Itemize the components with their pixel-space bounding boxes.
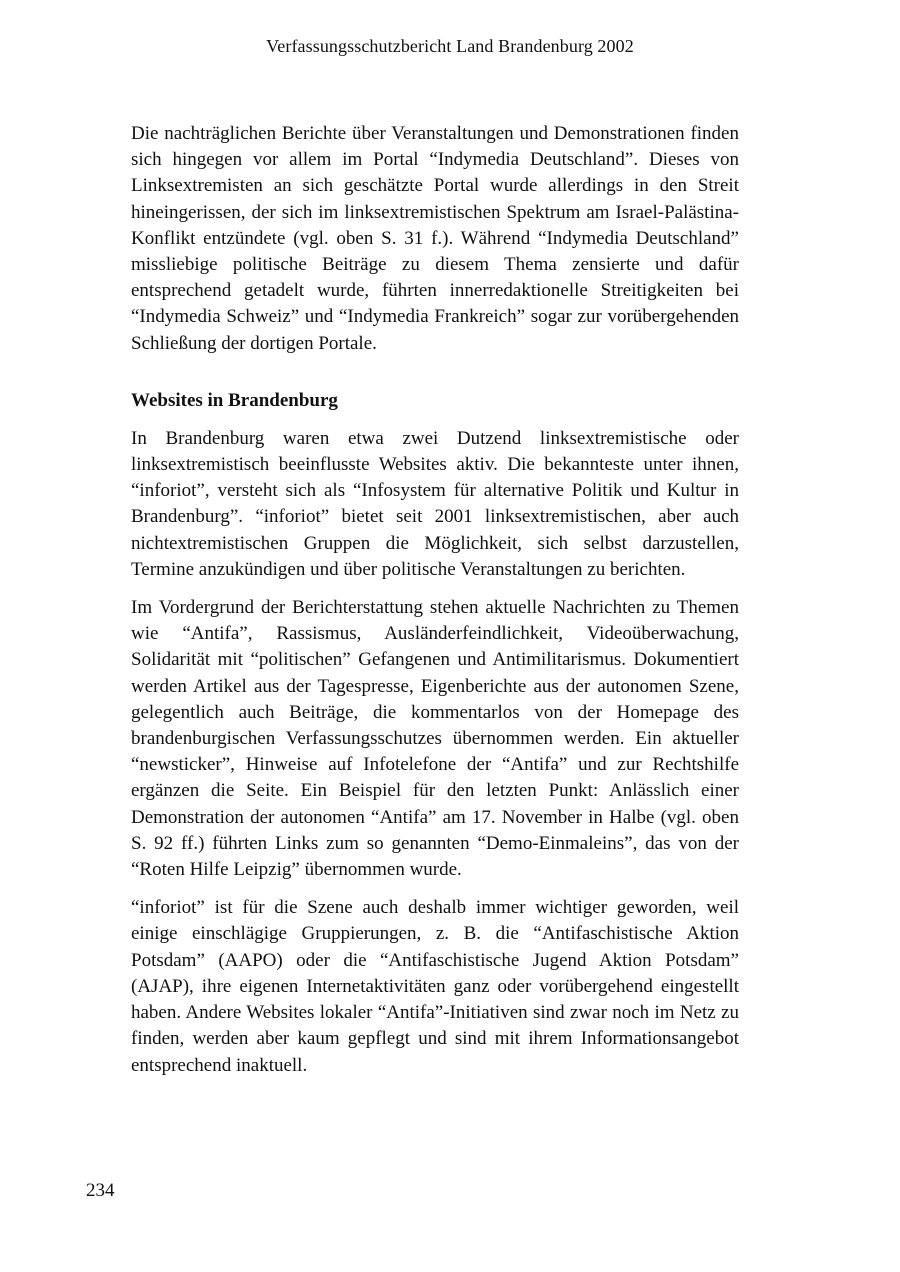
section-heading: Websites in Brandenburg [131, 389, 338, 411]
page-body [131, 121, 739, 1079]
page-number: 234 [86, 1180, 115, 1201]
paragraph-reporting: Im Vordergrund der Berichterstattung stehen aktuelle Nachrichten zu Themen wie “Antifa”, Rassismus, Ausländerfeindlichkeit, Videoüberwachung, Solidarität mit “politischen” Gefangenen und Antimilitarismus. Dokumentiert werden Artikel aus der Tagespresse, Eigenberichte aus der autonomen Szene, gelegentlich auch Beiträge, die kommentarlos von der Homepage des brandenburgischen Verfassungsschutzes übernommen werden. Ein aktueller “newsticker”, Hinweise auf Infotelefone der “Antifa” und zur Rechtshilfe ergänzen die Seite. Ein Beispiel für den letzten Punkt: Anlässlich einer Demonstration der autonomen “Antifa” am 17. November in Halbe (vgl. oben S. 92 ff.) führten Links zum so genannten “Demo-Einmaleins”, das von der “Roten Hilfe Leipzig” übernommen wurde. [131, 597, 739, 881]
running-header: Verfassungsschutzbericht Land Brandenburg 2002 [266, 36, 634, 56]
paragraph-websites: In Brandenburg waren etwa zwei Dutzend linksextremistische oder linksextremistisch beeinflusste Websites aktiv. Die bekannteste unter ihnen, “inforiot”, versteht sich als “Infosystem für alternative Politik und Kultur in Brandenburg”. “inforiot” bietet seit 2001 linksextremistischen, aber auch nichtextremistischen Gruppen die Möglichkeit, sich selbst darzustellen, Termine anzukündigen und über politische Veranstaltungen zu berichten. [131, 427, 739, 580]
paragraph-inforiot: “inforiot” ist für die Szene auch deshalb immer wichtiger geworden, weil einige einschlägige Gruppierungen, z. B. die “Antifaschistische Aktion Potsdam” (AAPO) oder die “Antifaschistische Jugend Aktion Potsdam” (AJAP), ihre eigenen Internetaktivitäten ganz oder vorübergehend eingestellt haben. Andere Websites lokaler “Antifa”-Initiativen sind zwar noch im Netz zu finden, werden aber kaum gepflegt und sind mit ihrem Informationsangebot entsprechend inaktuell. [131, 897, 739, 1076]
paragraph-indymedia: Die nachträglichen Berichte über Veranstaltungen und Demonstrationen finden sich hingegen vor allem im Portal “Indymedia Deutschland”. Dieses von Linksextremisten an sich geschätzte Portal wurde allerdings in den Streit hineingerissen, der sich im linksextremistischen Spektrum am Israel-Palästina-Konflikt entzündete (vgl. oben S. 31 f.). Während “Indymedia Deutschland” missliebige politische Beiträge zu diesem Thema zensierte und dafür entsprechend getadelt wurde, führten innerredaktionelle Streitigkeiten bei “Indymedia Schweiz” und “Indymedia Frankreich” sogar zur vorübergehenden Schließung der dortigen Portale. [131, 123, 739, 354]
